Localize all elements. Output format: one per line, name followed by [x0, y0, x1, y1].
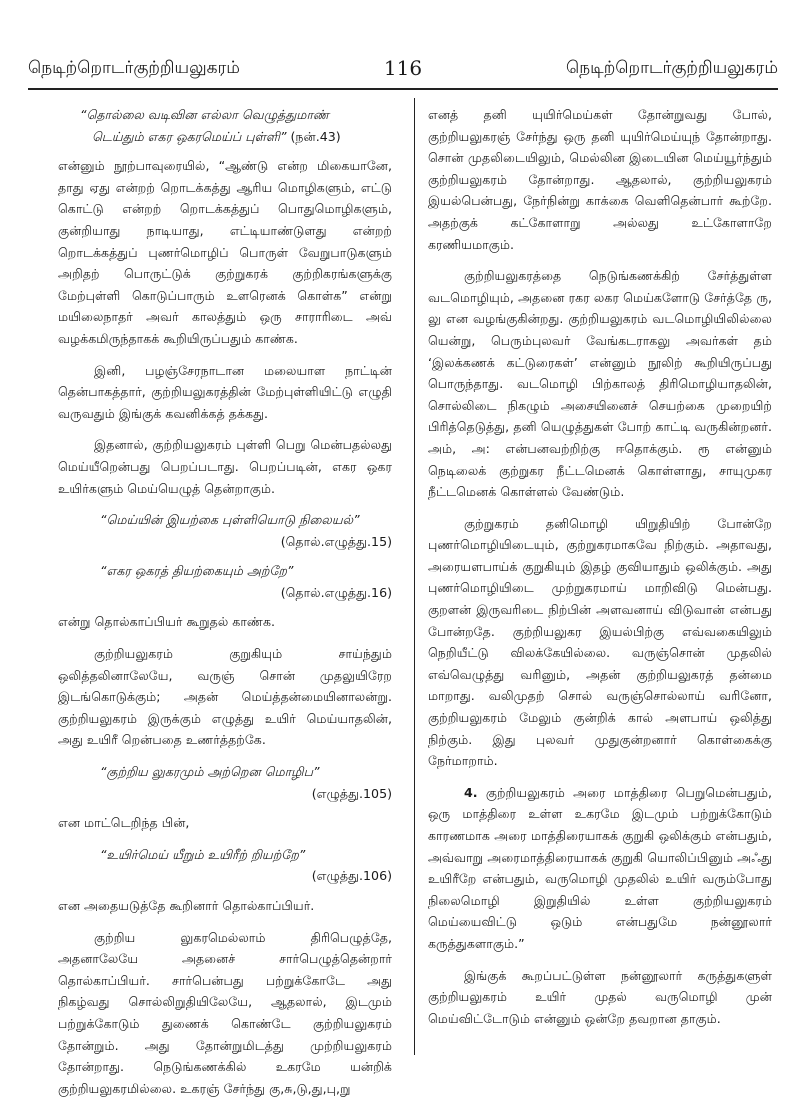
left-column — [58, 104, 392, 1109]
quote-block — [58, 560, 392, 603]
paragraph: இங்குக் கூறப்பட்டுள்ள நன்னூலார் கருத்துகளுள் குற்றியலுகரம் உயிர் முதல் வருமொழி முன் மெய்விட்டோடும் என்னும் ஒன்றே தவறான தாகும். — [428, 967, 772, 1026]
paragraph: எனத் தனி யுயிர்மெய்கள் தோன்றுவது போல், குற்றியலுகரஞ் சேர்ந்து ஒரு தனி யுயிர்மெய்யுந் தோன்றாது. சொன் முதலிடையிலும், மெல்லின இடையின மெய்யூர்ந்தும் குற்றியலுகரம் தோன்றாது. ஆதலால், குற்றியலுகரம் இயல்பென்பது, நேர்நின்று காக்கை வெளிதென்பார் கூற்றே. அதற்குக் கட்கோளாறு அல்லது உட்கோளாறே கரணியமாகும். — [428, 107, 772, 252]
quote-citation: (எழுத்து.106) — [311, 868, 392, 884]
paragraph — [428, 782, 772, 955]
quote-block — [58, 509, 392, 552]
column-divider — [414, 98, 415, 1055]
paragraph: குற்றிய லுகரமெல்லாம் திரிபெழுத்தே, அதனாலேயே அதனைச் சார்பெழுத்தென்றார் தொல்காப்பியர். சார்பென்பது பற்றுக்கோடே அது நிகழ்வது சொல்லிறுதியிலேயே, ஆதலால், இடமும் பற்றுக்கோடும் துணைக் கொண்டே குற்றியலுகரம் தோன்றும். அது தோன்றுமிடத்து முற்றியலுகரம் தோன்றாது. நெடுங்கணக்கில் உகரமே யன்றிக் குற்றியலுகரமில்லை. உகரஞ் சேர்ந்து கு,சு,டு,து,பு,று — [58, 929, 392, 1096]
quote-text: டெய்தும் எகர ஒகரமெய்ப் புள்ளி” — [92, 128, 287, 144]
page-header — [28, 58, 778, 90]
quote-line — [80, 126, 392, 148]
right-column — [428, 104, 772, 1039]
quote-line: “உயிர்மெய் யீறும் உயிரீற் றியற்றே” — [100, 846, 306, 862]
quote-line: “தொல்லை வடிவின எல்லா வெழுத்துமாண் — [80, 107, 330, 122]
paragraph: குற்றியலுகரம் குறுகியும் சாய்ந்தும் ஒலித்தலினாலேயே, வருஞ் சொன் முதலுயிரேற இடங்கொடுக்கும்; அதன் மெய்த்தன்மையினாலன்று. குற்றியலுகரம் இருக்கும் எழுத்து உயிர் மெய்யாதலின், அது உயிரீ றென்பதை உணர்த்தற்கே. — [58, 646, 392, 748]
quote-block — [58, 104, 392, 147]
paragraph: என அதையடுத்தே கூறினார் தொல்காப்பியர். — [58, 898, 315, 913]
paragraph: இனி, பழஞ்சேரநாடான மலையாள நாட்டின் தென்பாகத்தார், குற்றியலுகரத்தின் மேற்புள்ளியிட்டு எழுதி வருவதும் இங்குக் கவனிக்கத் தக்கது. — [58, 362, 392, 421]
paragraph: குற்றியலுகரத்தை நெடுங்கணக்கிற் சேர்த்துள்ள வடமொழியும், அதனை ரகர லகர மெய்களோடு சேர்த்தே ரு, லு என வழங்குகின்றது. குற்றியலுகரம் வடமொழியிலில்லை யென்று, பெரும்புலவர் வேங்கடராகலு அவர்கள் தம் ‘இலக்கணக் கட்டுரைகள்’ என்னும் நூலிற் கூறியிருப்பது பொருந்தாது. வடமொழி பிற்காலத் திரிமொழியாதலின், சொல்லிடை நிகழும் அசையினைச் செயற்கை முறையிற் பிரித்தெடுத்து, தனி யெழுத்துகள் போற் காட்டி வருகின்றனர். அம், அ: என்பனவற்றிற்கு ஈதொக்கும். ரூ என்னும் நெடிலைக் குற்றுகர நீட்டமெனக் கொள்ளாது, சாயுமுகர நீட்டமெனக் கொள்ளல் வேண்டும். — [428, 268, 772, 500]
quote-line: “மெய்யின் இயற்கை புள்ளியொடு நிலையல்” — [100, 512, 360, 528]
paragraph-text: குற்றியலுகரம் அரை மாத்திரை பெறுமென்பதும், ஒரு மாத்திரை உள்ள உகரமே இடமும் பற்றுக்கோடும் காரணமாக அரை மாத்திரையாகக் குறுகி ஒலிக்கும் என்பதும், அவ்வாறு அரைமாத்திரையாகக் குறுகி யொலிப்பினும் அஃது உயிரீறே என்பதும், வருமொழி முதலில் உயிர் வரும்போது நிலைமொழி இறுதியில் உள்ள குற்றியலுகரம் மெய்யைவிட்டு ஒடும் என்பதுமே நன்னூலார் கருத்துகளாகும்.” — [428, 784, 772, 951]
page-number: 116 — [383, 56, 423, 80]
section-number: 4. — [464, 784, 478, 800]
quote-citation: (தொல்.எழுத்து.16) — [280, 584, 392, 600]
quote-line: “குற்றிய லுகரமும் அற்றென மொழிப” — [100, 764, 320, 780]
paragraph: குற்றுகரம் தனிமொழி யிறுதியிற் போன்றே புணர்மொழியிடையும், குற்றுகரமாகவே நிற்கும். அதாவது, அரையளபாய்க் குறுகியும் இதழ் குவியாதும் ஒலிக்கும். அது புணர்மொழியிடை முற்றுகரமாய் மாறிவிடு மென்பது. குறளன் இருவரிடை நிற்பின் அளவனாய் விடுவான் என்பது போன்றதே. குற்றியலுகர இயல்பிற்கு எவ்வகையிலும் நெறியீட்டு விலக்கேயில்லை. வருஞ்சொன் முதலில் எவ்வெழுத்து வரினும், அதன் குற்றியலுகரத் தன்மை மாறாது. வலிமுதற் சொல் வருஞ்சொல்லாய் வரினோ, குற்றியலுகரம் மேலும் குன்றிக் கால் அளபாய் ஒலித்து நிற்கும். இது புலவர் முதுகுன்றனார் கொள்கைக்கு நேர்மாறாம். — [428, 515, 772, 769]
quote-citation: (எழுத்து.105) — [311, 785, 392, 801]
paragraph: என்று தொல்காப்பியர் கூறுதல் காண்க. — [58, 614, 276, 630]
paragraph: என்னும் நூற்பாவுரையில், “ஆண்டு என்ற மிகையானே, தாது ஏது என்றற் றொடக்கத்து ஆரிய மொழிகளும், எட்டு கொட்டு என்றற் றொடக்கத்துப் பொதுமொழிகளும், குன்றியாது நாடியாது, எட்டியாண்டுளது என்றற் றொடக்கத்துப் புணர்மொழிப் பொருள் வேறுபாடுகளும் அறிதற் பொருட்டுக் குற்றுகரக் குற்றிகரங்களுக்கு மேற்புள்ளி கொடுப்பாரும் உளரெனக் கொள்க” என்று மயிலைநாதர் அவர் காலத்தும் ஒரு சாராரிடை அவ் வழக்கமிருந்தாகக் கூறியிருப்பதும் காண்க. — [58, 158, 392, 346]
quote-block — [58, 844, 392, 887]
quote-citation: (நன்.43) — [290, 128, 341, 144]
quote-line: “எகர ஒகரத் தியற்கையும் அற்றே” — [100, 563, 294, 579]
quote-block — [58, 761, 392, 804]
paragraph: இதனால், குற்றியலுகரம் புள்ளி பெறு மென்பதல்லது மெய்யீறென்பது பெறப்படாது. பெறப்படின், எகர ஒகர உயிர்களும் மெய்யெழுத் தென்றாகும். — [58, 437, 392, 496]
quote-citation: (தொல்.எழுத்து.15) — [280, 533, 392, 549]
running-title-left: நெடிற்றொடர்குற்றியலுகரம் — [28, 58, 240, 78]
running-title-right: நெடிற்றொடர்குற்றியலுகரம் — [566, 58, 778, 78]
paragraph: என மாட்டெறிந்த பின், — [58, 815, 190, 831]
